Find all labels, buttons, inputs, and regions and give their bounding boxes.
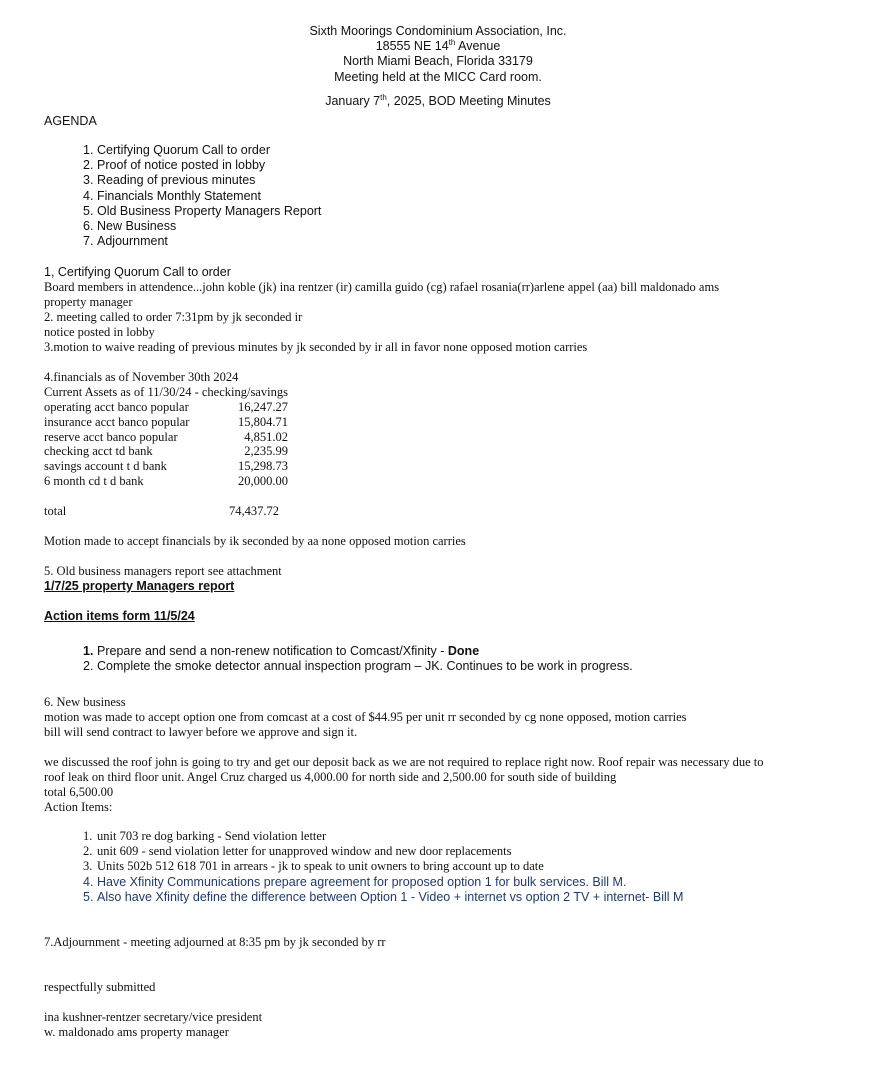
old-business-heading: 5. Old business managers report see attachment [44,564,282,578]
table-row: operating acct banco popular 16,247.27 [44,400,288,414]
roof-line-1: we discussed the roof john is going to try and get our deposit back as we are not required to replace right now. Roof repair was necessary due to [44,755,764,769]
contract-note: bill will send contract to lawyer before we approve and sign it. [44,725,358,739]
document-header [0,24,876,109]
financials-table [44,400,288,489]
list-item: 1. Prepare and send a non-renew notification to Comcast/Xfinity - Done [83,644,480,658]
org-name: Sixth Moorings Condominium Association, Inc. [309,24,567,38]
roof-total: total 6,500.00 [44,785,114,799]
financials-motion: Motion made to accept financials by ik seconded by aa none opposed motion carries [44,534,466,548]
call-to-order: 2. meeting called to order 7:31pm by jk seconded ir [44,310,303,324]
board-members-line-1: Board members in attendence...john koble (jk) ina rentzer (ir) camilla guido (cg) rafael rosania(rr)arlene appel (aa) bill maldonado ams [44,280,720,294]
action-items-label: Action Items: [44,800,113,814]
notice-posted: notice posted in lobby [44,325,155,339]
agenda-item: 4. Financials Monthly Statement [83,188,261,203]
agenda-item: 7. Adjournment [83,234,168,249]
table-row: insurance acct banco popular 15,804.71 [44,414,288,429]
agenda-item: 1. Certifying Quorum Call to order [83,143,270,157]
agenda-item: 3. Reading of previous minutes [83,173,256,188]
table-row: checking acct td bank 2,235.99 [44,444,288,459]
meeting-date-title: January 7th, 2025, BOD Meeting Minutes [325,92,551,108]
adjournment: 7.Adjournment - meeting adjourned at 8:35 pm by jk seconded by rr [44,935,386,949]
list-item: 2. Complete the smoke detector annual inspection program – JK. Continues to be work in progress. [83,659,633,674]
financials-total [44,504,279,519]
meeting-location: Meeting held at the MICC Card room. [334,69,542,84]
table-row: reserve acct banco popular 4,851.02 [44,429,288,444]
new-business-action-list [44,829,683,905]
respectfully-submitted: respectfully submitted [44,980,156,994]
new-business-heading: 6. New business [44,695,126,709]
agenda-item: 2. Proof of notice posted in lobby [83,158,266,173]
table-row: savings account t d bank 15,298.73 [44,459,288,474]
agenda-item: 5. Old Business Property Managers Report [83,203,322,218]
agenda-item: 6. New Business [83,218,177,233]
financials-subheading: Current Assets as of 11/30/24 - checking/savings [44,385,288,399]
financials-heading: 4.financials as of November 30th 2024 [44,370,239,384]
managers-report-title: 1/7/25 property Managers report [44,579,235,593]
signature-secretary: ina kushner-rentzer secretary/vice president [44,1010,263,1024]
agenda-list [44,143,321,249]
address-line-2: North Miami Beach, Florida 33179 [343,54,533,69]
total-label: total [44,504,67,518]
waive-minutes: 3.motion to waive reading of previous minutes by jk seconded by ir all in favor none opposed motion carries [44,340,588,354]
roof-line-2: roof leak on third floor unit. Angel Cruz charged us 4,000.00 for north side and 2,500.00 for south side of building [44,770,617,784]
comcast-motion: motion was made to accept option one from comcast at a cost of $44.95 per unit rr seconded by cg none opposed, motion carries [44,710,687,724]
board-members-line-2: property manager [44,295,133,309]
list-item: 4. Have Xfinity Communications prepare agreement for proposed option 1 for bulk services. Bill M. [83,874,627,889]
old-business-action-list [44,644,633,674]
agenda-title: AGENDA [44,114,97,128]
action-items-title: Action items form 11/5/24 [44,609,195,623]
address-line-1: 18555 NE 14th Avenue [375,38,501,54]
list-item: 3. Units 502b 512 618 701 in arrears - jk to speak to unit owners to bring account up to date [83,859,544,874]
total-value: 74,437.72 [229,504,279,518]
list-item: 1. unit 703 re dog barking - Send violation letter [83,829,327,843]
list-item: 5. Also have Xfinity define the difference between Option 1 - Video + internet vs option 2 TV + internet- Bill M [83,889,684,904]
list-item: 2. unit 609 - send violation letter for unapproved window and new door replacements [83,844,512,859]
quorum-heading: 1, Certifying Quorum Call to order [44,265,231,279]
signature-manager: w. maldonado ams property manager [44,1025,229,1039]
table-row: 6 month cd t d bank 20,000.00 [44,473,288,488]
